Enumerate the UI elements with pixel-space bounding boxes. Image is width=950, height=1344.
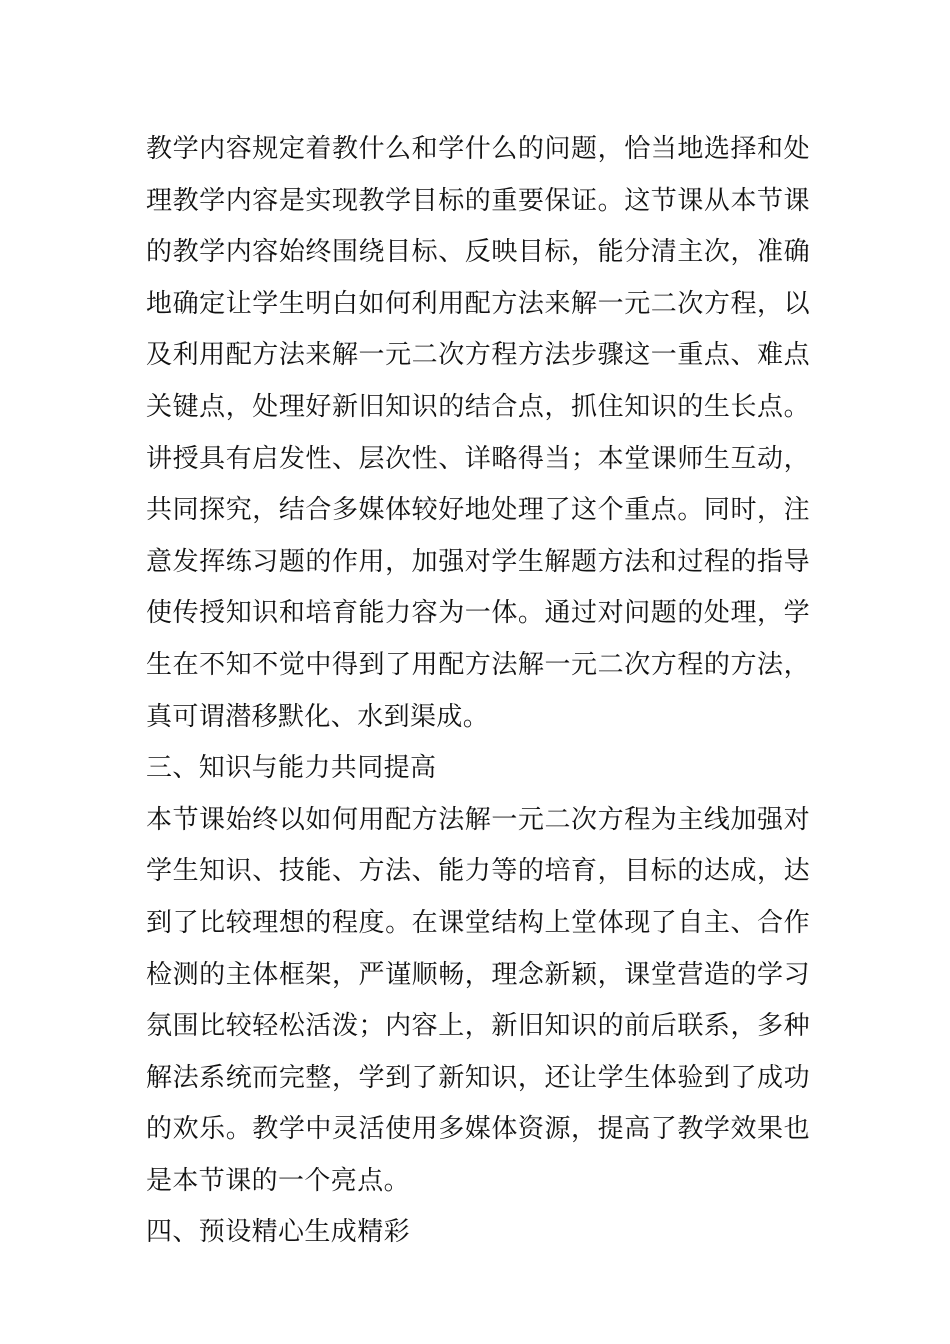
document-page <box>146 124 810 1259</box>
body-paragraph: 本节课始终以如何用配方法解一元二次方程为主线加强对学生知识、技能、方法、能力等的培育，目标的达成，达到了比较理想的程度。在课堂结构上堂体现了自主、合作检测的主体框架，严谨顺畅，理念新颖，课堂营造的学习氛围比较轻松活泼；内容上，新旧知识的前后联系，多种解法系统而完整，学到了新知识，还让学生体验到了成功的欢乐。教学中灵活使用多媒体资源，提高了教学效果也是本节课的一个亮点。 <box>146 804 810 1196</box>
body-paragraph: 教学内容规定着教什么和学什么的问题，恰当地选择和处理教学内容是实现教学目标的重要保证。这节课从本节课的教学内容始终围绕目标、反映目标，能分清主次，准确地确定让学生明白如何利用配方法来解一元二次方程，以及利用配方法来解一元二次方程方法步骤这一重点、难点关键点，处理好新旧知识的结合点，抓住知识的生长点。讲授具有启发性、层次性、详略得当；本堂课师生互动，共同探究，结合多媒体较好地处理了这个重点。同时，注意发挥练习题的作用，加强对学生解题方法和过程的指导使传授知识和培育能力容为一体。通过对问题的处理，学生在不知不觉中得到了用配方法解一元二次方程的方法，真可谓潜移默化、水到渠成。 <box>146 134 810 732</box>
section-heading: 三、知识与能力共同提高 <box>146 753 437 784</box>
section-heading: 四、预设精心生成精彩 <box>146 1217 411 1248</box>
